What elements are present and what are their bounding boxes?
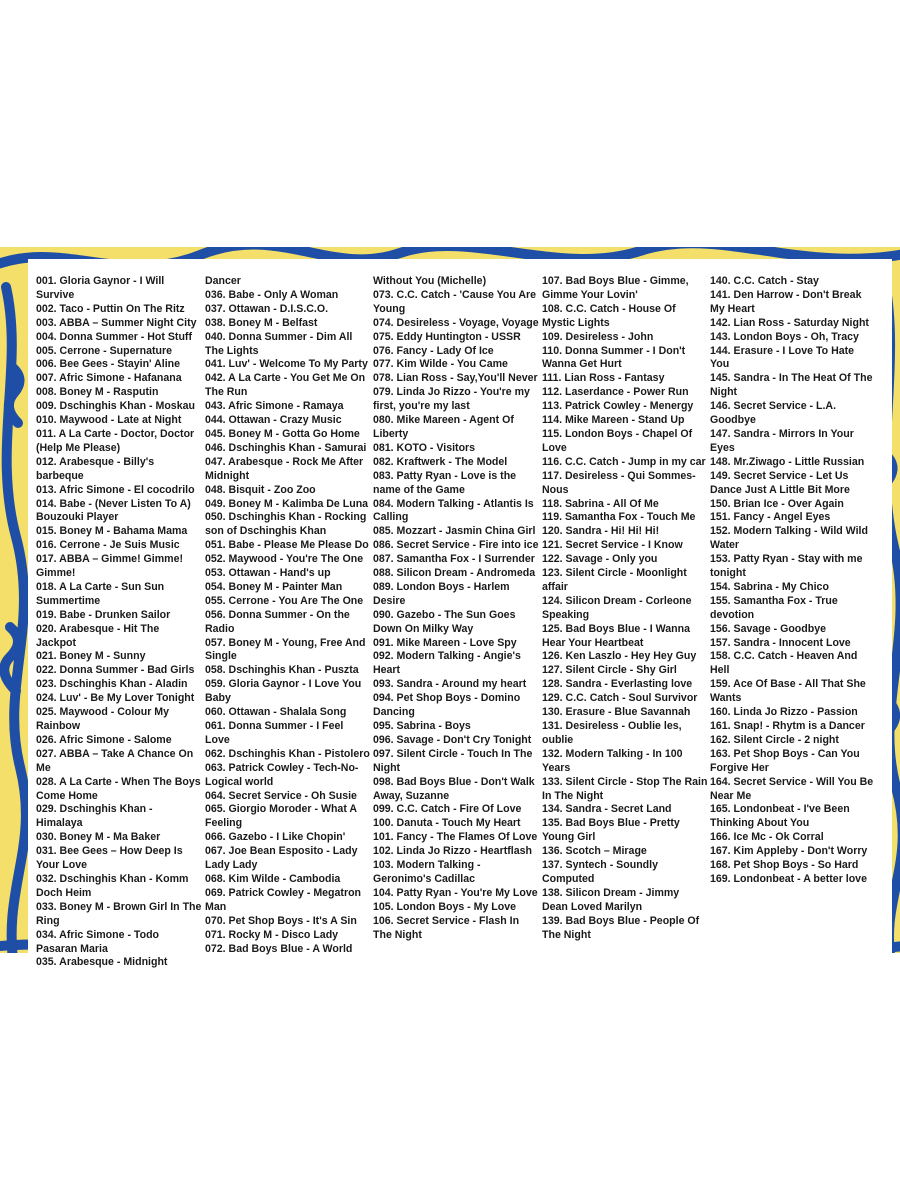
track-entry: 146. Secret Service - L.A. Goodbye — [710, 400, 837, 427]
track-entry: 029. Dschinghis Khan - Himalaya — [36, 803, 153, 830]
track-entry: 053. Ottawan - Hand's up — [205, 567, 331, 580]
track-entry: 100. Danuta - Touch My Heart — [373, 817, 521, 830]
track-entry: 042. A La Carte - You Get Me On The Run — [205, 372, 366, 399]
track-entry: 128. Sandra - Everlasting love — [542, 678, 693, 691]
track-entry: 163. Pet Shop Boys - Can You Forgive Her — [710, 747, 860, 774]
track-entry: 144. Erasure - I Love To Hate You — [710, 344, 855, 371]
track-entry: 037. Ottawan - D.I.S.C.O. — [205, 302, 329, 315]
track-entry: 016. Cerrone - Je Suis Music — [36, 539, 180, 552]
track-entry: 003. ABBA – Summer Night City — [36, 316, 197, 329]
track-entry: 137. Syntech - Soundly Computed — [542, 859, 658, 885]
track-entry: 008. Boney M - Rasputin — [36, 386, 159, 399]
track-entry: 105. London Boys - My Love — [373, 900, 517, 913]
track-entry: 108. C.C. Catch - House Of Mystic Lights — [542, 302, 676, 329]
track-entry: 021. Boney M - Sunny — [36, 650, 146, 663]
track-entry: 022. Donna Summer - Bad Girls — [36, 664, 195, 677]
track-entry: 162. Silent Circle - 2 night — [710, 733, 839, 746]
track-entry: Dancer — [205, 275, 241, 287]
track-entry: 090. Gazebo - The Sun Goes Down On Milky Way — [373, 608, 516, 635]
track-column-4 — [542, 275, 708, 943]
track-entry: 051. Babe - Please Me Please Do — [205, 539, 369, 552]
track-entry: 127. Silent Circle - Shy Girl — [542, 664, 677, 677]
track-entry: 122. Savage - Only you — [542, 553, 658, 566]
track-entry: 041. Luv' - Welcome To My Party — [205, 358, 368, 371]
track-entry: 096. Savage - Don't Cry Tonight — [373, 733, 532, 746]
track-entry: 044. Ottawan - Crazy Music — [205, 414, 342, 427]
track-entry: 001. Gloria Gaynor - I Will Survive — [36, 275, 165, 301]
track-entry: 002. Taco - Puttin On The Ritz — [36, 302, 185, 315]
track-entry: 117. Desireless - Qui Sommes-Nous — [542, 469, 696, 496]
track-entry: 072. Bad Boys Blue - A World — [205, 942, 353, 955]
track-entry: 020. Arabesque - Hit The Jackpot — [36, 622, 160, 649]
track-entry: 168. Pet Shop Boys - So Hard — [710, 859, 859, 872]
track-entry: 043. Afric Simone - Ramaya — [205, 400, 344, 413]
track-entry: 141. Den Harrow - Don't Break My Heart — [710, 288, 862, 315]
track-entry: 115. London Boys - Chapel Of Love — [542, 427, 693, 454]
track-entry: 135. Bad Boys Blue - Pretty Young Girl — [542, 817, 680, 844]
track-entry: 030. Boney M - Ma Baker — [36, 831, 161, 844]
track-entry: 078. Lian Ross - Say,You'll Never — [373, 372, 538, 385]
track-entry: 080. Mike Mareen - Agent Of Liberty — [373, 414, 514, 440]
track-entry: 150. Brian Ice - Over Again — [710, 497, 844, 510]
track-entry: 028. A La Carte - When The Boys Come Home — [36, 775, 201, 802]
track-entry: 033. Boney M - Brown Girl In The Ring — [36, 900, 202, 927]
track-column-1 — [36, 275, 202, 970]
track-entry: 052. Maywood - You're The One — [205, 553, 364, 566]
track-entry: 142. Lian Ross - Saturday Night — [710, 316, 869, 329]
track-entry: 133. Silent Circle - Stop The Rain In The Night — [542, 775, 708, 802]
track-entry: 114. Mike Mareen - Stand Up — [542, 414, 685, 427]
track-entry: 049. Boney M - Kalimba De Luna — [205, 497, 369, 510]
track-entry: 103. Modern Talking - Geronimo's Cadillac — [373, 859, 481, 885]
track-entry: 097. Silent Circle - Touch In The Night — [373, 747, 533, 774]
track-entry: 069. Patrick Cowley - Megatron Man — [205, 886, 362, 913]
track-entry: 010. Maywood - Late at Night — [36, 414, 182, 427]
track-entry: 099. C.C. Catch - Fire Of Love — [373, 803, 522, 816]
track-entry: 102. Linda Jo Rizzo - Heartflash — [373, 845, 532, 858]
track-entry: 134. Sandra - Secret Land — [542, 803, 672, 816]
track-column-5 — [710, 275, 876, 887]
track-entry: 018. A La Carte - Sun Sun Summertime — [36, 580, 165, 607]
track-entry: 060. Ottawan - Shalala Song — [205, 706, 347, 719]
track-entry: 077. Kim Wilde - You Came — [373, 358, 508, 371]
track-entry: 079. Linda Jo Rizzo - You're my first, you're my last — [373, 386, 530, 413]
track-entry: 111. Lian Ross - Fantasy — [542, 372, 665, 385]
track-column-3 — [373, 275, 539, 943]
track-entry: 071. Rocky M - Disco Lady — [205, 928, 339, 941]
track-entry: 012. Arabesque - Billy's barbeque — [36, 455, 155, 482]
track-entry: 038. Boney M - Belfast — [205, 316, 318, 329]
track-entry: 125. Bad Boys Blue - I Wanna Hear Your Heartbeat — [542, 622, 690, 649]
track-entry: 154. Sabrina - My Chico — [710, 580, 829, 593]
track-entry: 047. Arabesque - Rock Me After Midnight — [205, 455, 364, 482]
track-entry: 084. Modern Talking - Atlantis Is Calling — [373, 497, 534, 524]
track-entry: 070. Pet Shop Boys - It's A Sin — [205, 914, 357, 927]
track-entry: 011. A La Carte - Doctor, Doctor (Help Me Please) — [36, 427, 195, 454]
track-entry: Without You (Michelle) — [373, 275, 487, 287]
track-entry: 066. Gazebo - I Like Chopin' — [205, 831, 346, 844]
track-entry: 152. Modern Talking - Wild Wild Water — [710, 525, 868, 552]
track-entry: 057. Boney M - Young, Free And Single — [205, 636, 366, 663]
track-entry: 034. Afric Simone - Todo Pasaran Maria — [36, 928, 160, 955]
track-entry: 068. Kim Wilde - Cambodia — [205, 872, 341, 885]
track-entry: 076. Fancy - Lady Of Ice — [373, 344, 494, 357]
track-entry: 110. Donna Summer - I Don't Wanna Get Hurt — [542, 344, 686, 371]
track-entry: 023. Dschinghis Khan - Aladin — [36, 678, 188, 691]
track-entry: 118. Sabrina - All Of Me — [542, 497, 659, 510]
track-entry: 006. Bee Gees - Stayin' Aline — [36, 358, 181, 371]
track-entry: 139. Bad Boys Blue - People Of The Night — [542, 914, 700, 941]
track-entry: 032. Dschinghis Khan - Komm Doch Heim — [36, 872, 189, 899]
track-entry: 035. Arabesque - Midnight — [36, 956, 168, 969]
track-entry: 014. Babe - (Never Listen To A) Bouzouki Player — [36, 497, 191, 524]
track-entry: 167. Kim Appleby - Don't Worry — [710, 845, 868, 858]
track-entry: 169. Londonbeat - A better love — [710, 872, 867, 885]
track-entry: 027. ABBA – Take A Chance On Me — [36, 747, 194, 774]
track-entry: 056. Donna Summer - On the Radio — [205, 608, 350, 635]
track-entry: 107. Bad Boys Blue - Gimme, Gimme Your Lovin' — [542, 275, 689, 301]
track-entry: 050. Dschinghis Khan - Rocking son of Dschinghis Khan — [205, 511, 367, 538]
track-entry: 160. Linda Jo Rizzo - Passion — [710, 706, 858, 719]
track-entry: 059. Gloria Gaynor - I Love You Baby — [205, 678, 362, 705]
track-entry: 073. C.C. Catch - 'Cause You Are Young — [373, 288, 537, 315]
track-entry: 045. Boney M - Gotta Go Home — [205, 427, 360, 440]
track-entry: 131. Desireless - Oublie les, oublie — [542, 720, 682, 746]
track-entry: 054. Boney M - Painter Man — [205, 580, 343, 593]
track-entry: 104. Patty Ryan - You're My Love — [373, 886, 538, 899]
track-entry: 085. Mozzart - Jasmin China Girl — [373, 525, 536, 538]
track-entry: 083. Patty Ryan - Love is the name of the Game — [373, 469, 517, 496]
track-entry: 093. Sandra - Around my heart — [373, 678, 527, 691]
track-entry: 156. Savage - Goodbye — [710, 622, 826, 635]
track-entry: 147. Sandra - Mirrors In Your Eyes — [710, 427, 854, 454]
track-entry: 017. ABBA – Gimme! Gimme! Gimme! — [36, 553, 183, 580]
track-entry: 040. Donna Summer - Dim All The Lights — [205, 330, 353, 357]
track-entry: 159. Ace Of Base - All That She Wants — [710, 678, 866, 705]
track-entry: 109. Desireless - John — [542, 330, 654, 343]
track-entry: 024. Luv' - Be My Lover Tonight — [36, 692, 195, 705]
track-entry: 098. Bad Boys Blue - Don't Walk Away, Suzanne — [373, 775, 535, 802]
track-entry: 065. Giorgio Moroder - What A Feeling — [205, 803, 357, 830]
track-entry: 025. Maywood - Colour My Rainbow — [36, 706, 170, 732]
track-entry: 063. Patrick Cowley - Tech-No-Logical world — [205, 761, 359, 788]
track-entry: 007. Afric Simone - Hafanana — [36, 372, 182, 385]
track-entry: 095. Sabrina - Boys — [373, 720, 471, 732]
track-entry: 155. Samantha Fox - True devotion — [710, 594, 838, 621]
track-entry: 004. Donna Summer - Hot Stuff — [36, 330, 192, 343]
track-entry: 031. Bee Gees – How Deep Is Your Love — [36, 845, 183, 872]
track-entry: 148. Mr.Ziwago - Little Russian — [710, 455, 865, 468]
track-entry: 019. Babe - Drunken Sailor — [36, 608, 171, 621]
track-entry: 082. Kraftwerk - The Model — [373, 455, 508, 468]
track-entry: 126. Ken Laszlo - Hey Hey Guy — [542, 650, 697, 663]
track-entry: 005. Cerrone - Supernature — [36, 344, 172, 357]
track-entry: 112. Laserdance - Power Run — [542, 386, 689, 399]
track-entry: 157. Sandra - Innocent Love — [710, 636, 851, 649]
track-entry: 064. Secret Service - Oh Susie — [205, 789, 357, 802]
track-entry: 166. Ice Mc - Ok Corral — [710, 831, 824, 844]
track-entry: 058. Dschinghis Khan - Puszta — [205, 664, 359, 677]
track-entry: 165. Londonbeat - I've Been Thinking About You — [710, 803, 850, 830]
track-entry: 124. Silicon Dream - Corleone Speaking — [542, 594, 692, 621]
track-entry: 015. Boney M - Bahama Mama — [36, 525, 188, 538]
track-entry: 089. London Boys - Harlem Desire — [373, 580, 510, 607]
track-entry: 075. Eddy Huntington - USSR — [373, 330, 521, 343]
track-column-2 — [205, 275, 371, 956]
track-entry: 074. Desireless - Voyage, Voyage — [373, 316, 539, 329]
track-entry: 055. Cerrone - You Are The One — [205, 594, 364, 607]
track-list-panel — [28, 259, 892, 969]
track-entry: 113. Patrick Cowley - Menergy — [542, 400, 694, 413]
track-entry: 106. Secret Service - Flash In The Night — [373, 914, 520, 941]
track-entry: 151. Fancy - Angel Eyes — [710, 511, 831, 524]
track-entry: 120. Sandra - Hi! Hi! Hi! — [542, 525, 660, 538]
track-entry: 086. Secret Service - Fire into ice — [373, 539, 539, 552]
track-entry: 101. Fancy - The Flames Of Love — [373, 831, 538, 844]
track-entry: 094. Pet Shop Boys - Domino Dancing — [373, 692, 521, 719]
track-entry: 164. Secret Service - Will You Be Near Me — [710, 775, 874, 802]
track-entry: 081. KOTO - Visitors — [373, 441, 476, 454]
track-entry: 123. Silent Circle - Moonlight affair — [542, 567, 687, 593]
track-entry: 046. Dschinghis Khan - Samurai — [205, 441, 367, 454]
track-entry: 121. Secret Service - I Know — [542, 539, 683, 552]
track-entry: 092. Modern Talking - Angie's Heart — [373, 650, 521, 677]
track-entry: 130. Erasure - Blue Savannah — [542, 706, 691, 719]
track-entry: 061. Donna Summer - I Feel Love — [205, 720, 344, 746]
track-entry: 138. Silicon Dream - Jimmy Dean Loved Marilyn — [542, 886, 680, 913]
track-entry: 088. Silicon Dream - Andromeda — [373, 567, 536, 580]
track-entry: 145. Sandra - In The Heat Of The Night — [710, 372, 873, 399]
track-entry: 013. Afric Simone - El cocodrilo — [36, 483, 195, 496]
track-entry: 067. Joe Bean Esposito - Lady Lady Lady — [205, 845, 358, 872]
track-entry: 116. C.C. Catch - Jump in my car — [542, 455, 706, 468]
track-entry: 026. Afric Simone - Salome — [36, 733, 172, 746]
track-entry: 091. Mike Mareen - Love Spy — [373, 636, 517, 649]
track-entry: 158. C.C. Catch - Heaven And Hell — [710, 650, 858, 677]
track-entry: 087. Samantha Fox - I Surrender — [373, 553, 535, 566]
track-entry: 161. Snap! - Rhytm is a Dancer — [710, 720, 865, 732]
track-entry: 149. Secret Service - Let Us Dance Just A Little Bit More — [710, 469, 850, 496]
track-entry: 143. London Boys - Oh, Tracy — [710, 330, 859, 343]
track-entry: 136. Scotch – Mirage — [542, 845, 647, 858]
track-entry: 009. Dschinghis Khan - Moskau — [36, 400, 195, 413]
track-entry: 119. Samantha Fox - Touch Me — [542, 511, 696, 524]
track-entry: 062. Dschinghis Khan - Pistolero — [205, 747, 370, 760]
track-entry: 036. Babe - Only A Woman — [205, 288, 339, 301]
track-entry: 140. C.C. Catch - Stay — [710, 275, 819, 287]
track-entry: 153. Patty Ryan - Stay with me tonight — [710, 553, 863, 580]
track-entry: 129. C.C. Catch - Soul Survivor — [542, 692, 698, 705]
track-entry: 132. Modern Talking - In 100 Years — [542, 747, 683, 774]
track-entry: 048. Bisquit - Zoo Zoo — [205, 483, 316, 496]
